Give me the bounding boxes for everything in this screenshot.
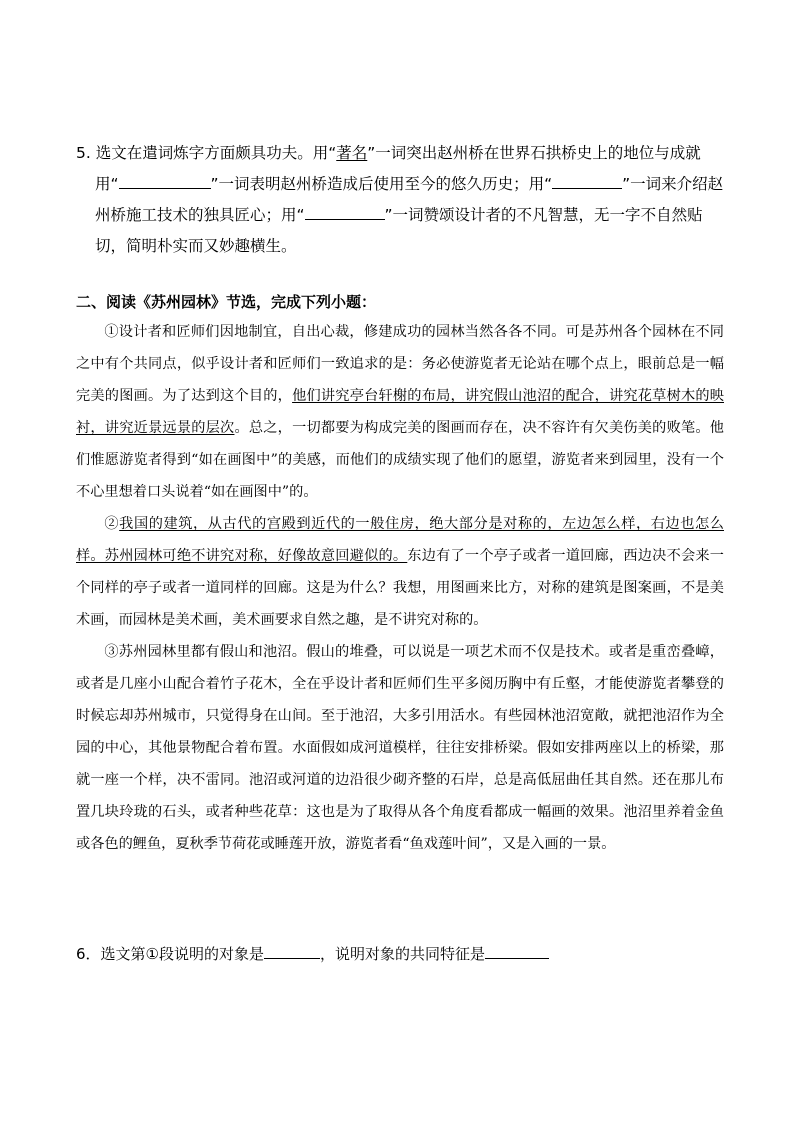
- question-5-text: 用“: [95, 175, 119, 193]
- paragraph-number: ②: [104, 516, 120, 532]
- paragraph-3: ③苏州园林里都有假山和池沼。假山的堆叠，可以说是一项艺术而不仅是技术。或者是重峦叠嶂，或者是几座小山配合着竹子花木，全在乎设计者和匠师们生平多阅历胸中有丘壑，才能使游览者攀登的时候忘却苏州城市，只觉得身在山间。至于池沼，大多引用活水。有些园林池沼宽敞，就把池沼作为全园的中心，其他景物配合着布置。水面假如成河道模样，往往安排桥梁。假如安排两座以上的桥梁，那就一座一个样，决不雷同。池沼或河道的边沿很少砌齐整的石岸，总是高低屈曲任其自然。还在那儿布置几块玲珑的石头，或者种些花草：这也是为了取得从各个角度看都成一幅画的效果。池沼里养着金鱼或各色的鲤鱼，夏秋季节荷花或睡莲开放，游览者看“鱼戏莲叶间”，又是入画的一景。: [76, 644, 724, 852]
- answer-blank[interactable]: [119, 173, 211, 189]
- question-5-text: 州桥施工技术的独具匠心；用“: [95, 206, 305, 224]
- paragraph-1: [76, 316, 724, 508]
- question-6-text: 6．选文第①段说明的对象是: [76, 945, 264, 963]
- passage: [76, 316, 724, 860]
- question-6: [76, 940, 549, 968]
- section-2-title: 二、阅读《苏州园林》节选，完成下列小题：: [76, 293, 377, 311]
- question-5-text: ”一词突出赵州桥在世界石拱桥史上的地位与成就: [367, 144, 701, 162]
- question-5: [76, 138, 736, 262]
- question-5-text: ”一词表明赵州桥造成后使用至今的悠久历史；用“: [210, 175, 553, 193]
- question-5-line-1: [76, 138, 736, 169]
- answer-blank[interactable]: [485, 943, 549, 959]
- paragraph-text: ①设计者和匠师们因地制宜，自出心裁，修建成功的园林当然各各不同。可是苏州各个园林在不同之中有个共同点，似乎设计者和匠师们一致追求的是：务必使游览者无论站在哪个点上，眼前总是一幅完美的图画。为了达到这个目的，: [76, 324, 724, 404]
- question-5-text: ”一词赞颂设计者的不凡智慧，无一字不自然贴: [384, 206, 703, 224]
- question-5-line-4: 切，简明朴实而又妙趣横生。: [95, 237, 297, 255]
- question-5-text: 5. 选文在遣词炼字方面颇具功夫。用“: [76, 144, 337, 162]
- underlined-sentence: 他们讲究亭台轩榭的布局，讲究假山池沼的配合，讲究花草树木的映衬，讲究近景远景的层次: [76, 388, 724, 436]
- underlined-word: 著名: [336, 144, 368, 162]
- paragraph-text: 。总之，一切都要为构成完美的图画而存在，决不容许有欠美伤美的败笔。他们惟愿游览者得到“如在画图中”的美感，而他们的成绩实现了他们的愿望，游览者来到园里，没有一个不心里想着口头说着“如在画图中”的。: [76, 420, 724, 500]
- question-5-line-2: [76, 169, 736, 200]
- underlined-sentence: 我国的建筑，从古代的宫殿到近代的一般住房，绝大部分是对称的，左边怎么样，右边也怎么样。苏州园林可绝不讲究对称，好像故意回避似的。: [76, 516, 724, 564]
- paragraph-2: [76, 508, 724, 636]
- question-5-line-3: [76, 200, 736, 231]
- question-5-text: ”一词来介绍赵: [622, 175, 724, 193]
- question-6-text: ，说明对象的共同特征是: [320, 945, 486, 963]
- answer-blank[interactable]: [552, 173, 622, 189]
- answer-blank[interactable]: [264, 943, 320, 959]
- answer-blank[interactable]: [305, 204, 385, 220]
- paragraph-text: 东边有了一个亭子或者一道回廊，西边决不会来一个同样的亭子或者一道同样的回廊。这是为什么？我想，用图画来比方，对称的建筑是图案画，不是美术画，而园林是美术画，美术画要求自然之趣，是不讲究对称的。: [76, 548, 724, 628]
